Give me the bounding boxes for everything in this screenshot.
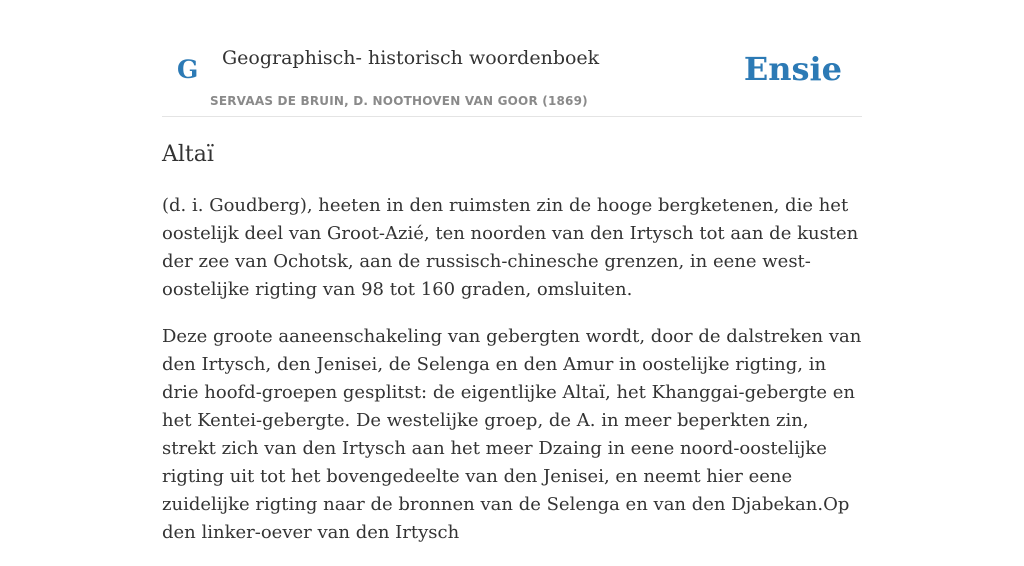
entry-paragraph: (d. i. Goudberg), heeten in den ruimsten zin de hooge bergketenen, die het oostelijk deel van Groot-Azié, ten noorden van den Irtysch tot aan de kusten der zee van Ochotsk, aan de russisch-chinesche grenzen, in eene west-oostelijke rigting van 98 tot 160 graden, omsluiten. — [162, 195, 859, 300]
entry-body — [162, 192, 867, 566]
entry-paragraph: Deze groote aaneenschakeling van gebergten wordt, door de dalstreken van den Irtysch, den Jenisei, de Selenga en den Amur in oostelijke rigting, in drie hoofd-groepen gesplitst: de eigentlijke Altaï, het Khanggai-gebergte en het Kentei-gebergte. De westelijke groep, de A. in meer beperkten zin, strekt zich van den Irtysch aan het meer Dzaing in eene noord-oostelijke rigting uit tot het bovengedeelte van den Jenisei, en neemt hier eene zuidelijke rigting naar de bronnen van de Selenga en van den Djabekan.Op den linker-oever van den Irtysch — [162, 326, 862, 543]
letter-index-link[interactable]: G — [177, 55, 199, 84]
book-author: SERVAAS DE BRUIN, D. NOOTHOVEN VAN GOOR (1869) — [210, 94, 588, 108]
ensie-logo-link[interactable]: Ensie — [743, 50, 842, 88]
entry-title: Altaï — [162, 142, 214, 167]
page-header — [162, 0, 862, 117]
book-title-link[interactable]: Geographisch- historisch woordenboek — [222, 47, 600, 69]
